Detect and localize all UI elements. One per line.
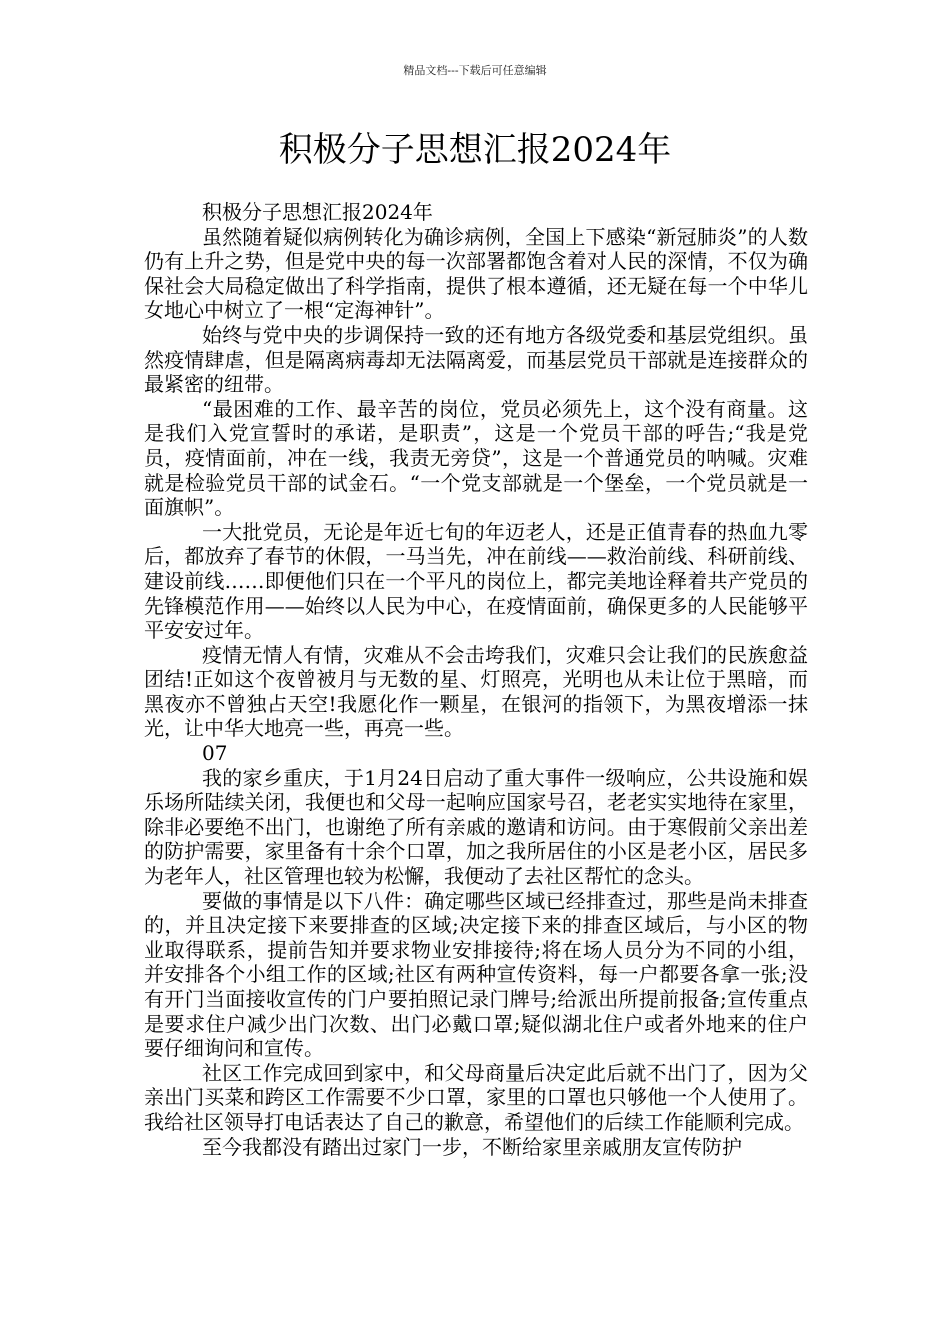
document-title: 积极分子思想汇报2024年 — [278, 130, 672, 170]
paragraph: 我的家乡重庆，于1月24日启动了重大事件一级响应，公共设施和娱乐场所陆续关闭，我便也和父母一起响应国家号召，老老实实地待在家里，除非必要绝不出门，也谢绝了所有亲戚的邀请和访问。由于寒假前父亲出差的防护需要，家里备有十余个口罩，加之我所居住的小区是老小区，居民多为老年人，社区管理也较为松懈，我便动了去社区帮忙的念头。 — [144, 765, 808, 889]
paragraph: 疫情无情人有情，灾难从不会击垮我们，灾难只会让我们的民族愈益团结!正如这个夜曾被月与无数的星、灯照亮，光明也从未让位于黑暗，而黑夜亦不曾独占天空!我愿化作一颗星，在银河的指领下，为黑夜增添一抹光，让中华大地亮一些，再亮一些。 — [144, 642, 808, 741]
paragraph: “最困难的工作、最辛苦的岗位，党员必须先上，这个没有商量。这是我们入党宣誓时的承诺，是职责”，这是一个党员干部的呼告;“我是党员，疫情面前，冲在一线，我责无旁贷”，这是一个普通党员的呐喊。灾难就是检验党员干部的试金石。“一个党支部就是一个堡垒，一个党员就是一面旗帜”。 — [144, 396, 808, 520]
section-number: 07 — [202, 741, 228, 766]
paragraph: 至今我都没有踏出过家门一步，不断给家里亲戚朋友宣传防护 — [202, 1134, 742, 1159]
paragraph: 始终与党中央的步调保持一致的还有地方各级党委和基层党组织。虽然疫情肆虐，但是隔离病毒却无法隔离爱，而基层党员干部就是连接群众的最紧密的纽带。 — [144, 322, 808, 397]
header-note: 精品文档---下载后可任意编辑 — [403, 64, 547, 77]
paragraph: 要做的事情是以下八件：确定哪些区域已经排查过，那些是尚未排查的，并且决定接下来要排查的区域;决定接下来的排查区域后，与小区的物业取得联系，提前告知并要求物业安排接待;将在场人员分为不同的小组，并安排各个小组工作的区域;社区有两种宣传资料，每一户都要各拿一张;没有开门当面接收宣传的门户要拍照记录门牌号;给派出所提前报备;宣传重点是要求住户减少出门次数、出门必戴口罩;疑似湖北住户或者外地来的住户要仔细询问和宣传。 — [144, 888, 808, 1061]
paragraph: 虽然随着疑似病例转化为确诊病例，全国上下感染“新冠肺炎”的人数仍有上升之势，但是党中央的每一次部署都饱含着对人民的深情，不仅为确保社会大局稳定做出了科学指南，提供了根本遵循，还无疑在每一个中华儿女地心中树立了一根“定海神针”。 — [144, 224, 808, 323]
document-body — [144, 200, 808, 1159]
paragraph: 社区工作完成回到家中，和父母商量后决定此后就不出门了，因为父亲出门买菜和跨区工作需要不少口罩，家里的口罩也只够他一个人使用了。我给社区领导打电话表达了自己的歉意，希望他们的后续工作能顺利完成。 — [144, 1060, 808, 1134]
paragraph-subtitle: 积极分子思想汇报2024年 — [202, 200, 433, 224]
paragraph: 一大批党员，无论是年近七旬的年迈老人，还是正值青春的热血九零后，都放弃了春节的休假，一马当先，冲在前线——救治前线、科研前线、建设前线……即便他们只在一个平凡的岗位上，都完美地诠释着共产党员的先锋模范作用——始终以人民为中心，在疫情面前，确保更多的人民能够平平安安过年。 — [144, 519, 808, 643]
